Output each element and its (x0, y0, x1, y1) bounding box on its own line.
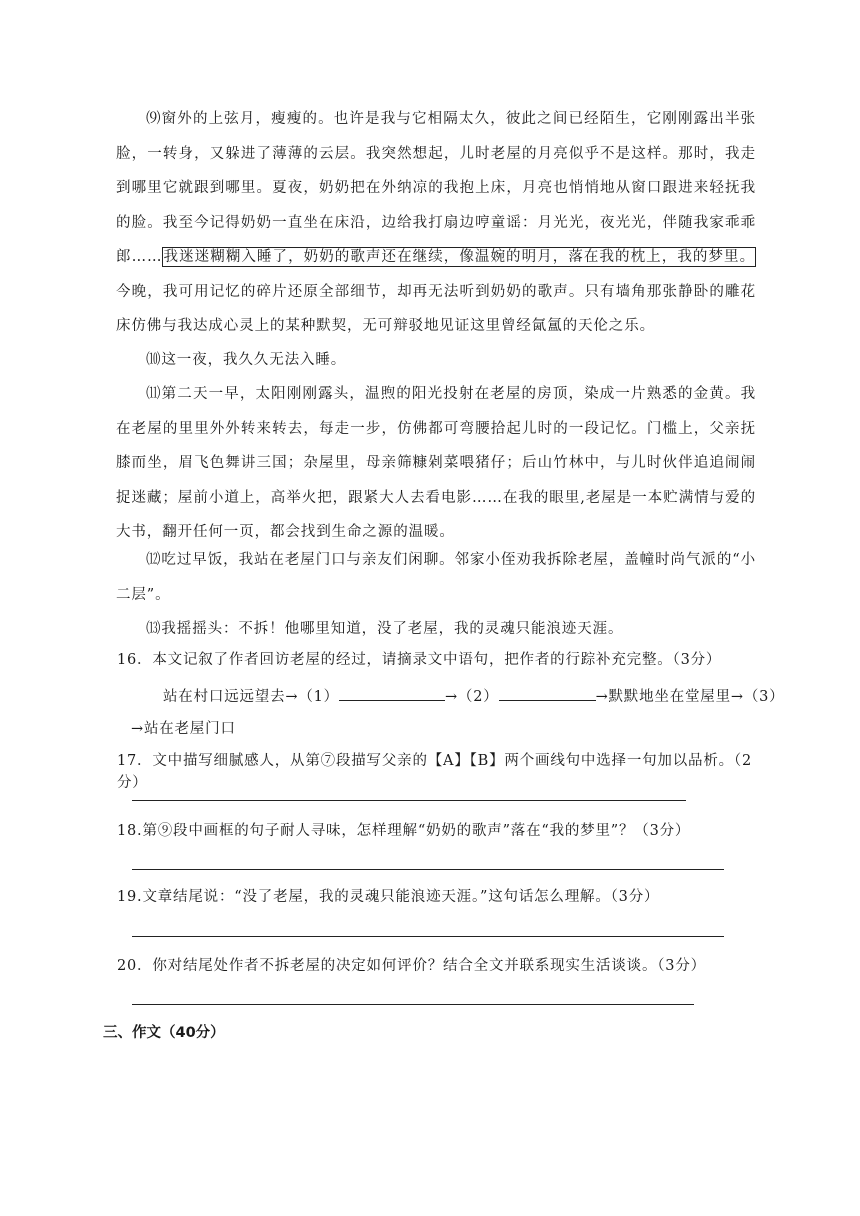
paragraph-9-text-b: 今晚，我可用记忆的碎片还原全部细节，却再无法听到奶奶的歌声。只有墙角那张静卧的雕花床仿佛与我达成心灵上的某种默契，无可辩驳地见证这里曾经氤氲的天伦之乐。 (116, 283, 756, 334)
question-17: 17．文中描写细腻感人，从第⑦段描写父亲的【A】【B】两个画线句中选择一句加以品析。（2分） (117, 753, 752, 791)
section-3-heading: 三、作文（40分） (103, 1025, 225, 1041)
trail-step-4: →站在老屋门口 (131, 721, 236, 737)
paragraph-10: ⑽这一夜，我久久无法入睡。 (146, 352, 347, 368)
paragraph-9-boxed-sentence: 我迷迷糊糊入睡了，奶奶的歌声还在继续，像温婉的明月，落在我的枕上，我的梦里。 (163, 249, 755, 265)
paragraph-9 (116, 102, 756, 344)
question-20: 20．你对结尾处作者不拆老屋的决定如何评价？结合全文并联系现实生活谈谈。（3分） (117, 958, 706, 974)
question-16-trail (163, 686, 785, 708)
trail-step-2: →（2） (444, 689, 499, 705)
answer-line-19[interactable] (132, 936, 724, 937)
question-16: 16．本文记叙了作者回访老屋的经过，请摘录文中语句，把作者的行踪补充完整。（3分） (117, 652, 722, 668)
answer-blank-2[interactable] (499, 686, 596, 701)
trail-step-1: 站在村口远远望去→（1） (163, 689, 339, 705)
answer-line-17[interactable] (132, 800, 686, 801)
question-18: 18.第⑨段中画框的句子耐人寻味，怎样理解“奶奶的歌声”落在“我的梦里”？（3分） (117, 823, 691, 839)
paragraph-12: ⑿吃过早饭，我站在老屋门口与亲友们闲聊。邻家小侄劝我拆除老屋，盖幢时尚气派的“小二层”。 (116, 552, 756, 603)
trail-step-3: →默默地坐在堂屋里→（3） (595, 689, 785, 705)
paragraph-13: ⒀我摇摇头：不拆！他哪里知道，没了老屋，我的灵魂只能浪迹天涯。 (146, 621, 624, 637)
answer-line-20[interactable] (132, 1004, 694, 1005)
paragraph-11: ⑾第二天一早，太阳刚刚露头，温煦的阳光投射在老屋的房顶，染成一片熟悉的金黄。我在老屋的里里外外转来转去，每走一步，仿佛都可弯腰拾起儿时的一段记忆。门槛上，父亲抚膝而坐，眉飞色舞讲三国；杂屋里，母亲筛糠剁菜喂猪仔；后山竹林中，与儿时伙伴追追闹闹捉迷藏；屋前小道上，高举火把，跟紧大人去看电影……在我的眼里,老屋是一本贮满情与爱的大书，翻开任何一页，都会找到生命之源的温暖。 (116, 386, 756, 540)
question-19: 19.文章结尾说：“没了老屋，我的灵魂只能浪迹天涯。”这句话怎么理解。（3分） (117, 889, 660, 905)
answer-blank-1[interactable] (339, 686, 445, 701)
paragraph-9-text-a: ⑼窗外的上弦月，瘦瘦的。也许是我与它相隔太久，彼此之间已经陌生，它刚刚露出半张脸，一转身，又躲进了薄薄的云层。我突然想起，儿时老屋的月亮似乎不是这样。那时，我走到哪里它就跟到哪里。夏夜，奶奶把在外纳凉的我抱上床，月亮也悄悄地从窗口跟进来轻抚我的脸。我至今记得奶奶一直坐在床沿，边给我打扇边哼童谣：月光光，夜光光，伴随我家乖乖郎…… (116, 111, 756, 265)
answer-line-18[interactable] (132, 869, 724, 870)
